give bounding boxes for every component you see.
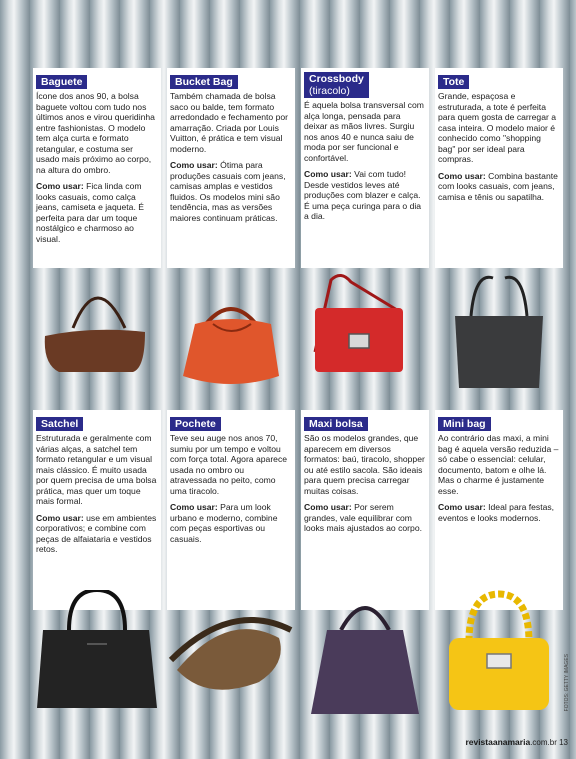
card-label-text: Crossbody (309, 73, 364, 85)
footer-domain: .com.br (530, 738, 557, 747)
card-crossbody (301, 68, 429, 268)
card-maxi-bolsa (301, 410, 429, 610)
bag-body (311, 630, 419, 714)
maxi-bag-icon (301, 590, 429, 718)
baguette-bag-icon (33, 268, 161, 396)
card-label: Tote (438, 75, 469, 89)
card-how-to-use (36, 181, 158, 244)
how-to-use-title: Como usar: (304, 502, 352, 512)
card-label: Baguete (36, 75, 87, 89)
card-label: Maxi bolsa (304, 417, 368, 431)
clasp (349, 334, 369, 348)
how-to-use-title: Como usar: (36, 181, 84, 191)
card-mini-bag (435, 410, 563, 610)
card-satchel (33, 410, 161, 610)
bag-body (45, 330, 145, 372)
how-to-use-text: Para um look urbano e moderno, combine com peças esportivas ou casuais. (170, 502, 278, 544)
how-to-use-title: Como usar: (36, 512, 84, 523)
how-to-use-title: Como usar: (304, 169, 352, 179)
card-label: Mini bag (438, 417, 491, 431)
page-footer (465, 737, 568, 747)
bucket-bag-icon (167, 268, 295, 396)
card-how-to-use (438, 502, 560, 523)
card-description: É aquela bolsa transversal com alça longa, pensada para deixar as mãos livres. Surgiu nos anos 40 e nunca saiu de moda por ser funcional e confortável. (304, 100, 424, 163)
card-label: Satchel (36, 417, 83, 431)
photo-credit: FOTOS: GETTY IMAGES (564, 654, 570, 712)
card-how-to-use (438, 171, 560, 203)
card-pochete (167, 410, 295, 610)
card-description: Estruturada e geralmente com várias alças, a satchel tem formato retangular e um visual mais clássico. É muito usada por quem precisa de uma bolsa prática, mas quer um toque mais formal. (36, 433, 157, 506)
card-description: Também chamada de bolsa saco ou balde, tem formato arredondado e fechamento por amarração. Criada por Louis Vuitton, é prática e tem visual moderno. (170, 91, 289, 154)
belt-bag-icon (167, 590, 295, 718)
card-how-to-use (36, 513, 158, 555)
card-how-to-use (304, 502, 426, 534)
card-label (304, 72, 369, 98)
card-how-to-use (304, 169, 426, 222)
how-to-use-text: use em ambientes corporativos; e combine com peças de alfaiataria e vestidos retos. (36, 512, 157, 554)
how-to-use-text: Combina bastante com looks casuais, com jeans, camisa e tênis ou sapatilha. (438, 170, 558, 202)
card-description: Grande, espaçosa e estruturada, a tote é perfeita para quem gosta de carregar a casa inteira. O modelo maior é conhecido como "shopping bag" por ser ideal para compras. (438, 91, 556, 164)
crossbody-bag-icon (301, 268, 429, 396)
card-baguete (33, 68, 161, 268)
how-to-use-title: Como usar: (170, 160, 218, 170)
mini-bag-icon (435, 590, 563, 718)
card-label-sub: (tiracolo) (309, 85, 350, 97)
footer-brand: revistaanamaria (465, 737, 531, 747)
clasp (487, 654, 511, 668)
bag-body (183, 319, 279, 384)
tote-bag-icon (435, 268, 563, 396)
card-description: Ícone dos anos 90, a bolsa baguete voltou com tudo nos últimos anos e virou queridinha entre fashionistas. O modelo tem alça curta e formato retangular, e costuma ser usado mais próximo ao corpo, na altura do ombro. (36, 91, 155, 175)
card-bucket-bag (167, 68, 295, 268)
how-to-use-text: Vai com tudo! Desde vestidos leves até produções com blazer e calça. É uma peça curinga para o dia a dia. (304, 169, 422, 221)
how-to-use-text: Ótima para produções casuais com jeans, camisas amplas e vestidos fluidos. Os modelos mini são tendência, mas as versões maiores continuam práticas. (170, 160, 286, 223)
card-tote (435, 68, 563, 268)
page-number: 13 (559, 738, 568, 747)
bag-body (37, 630, 157, 708)
how-to-use-text: Fica linda com looks casuais, como calça jeans, camiseta e jaqueta. É perfeita para dar um toque nostálgico e charmoso ao visual. (36, 181, 144, 244)
satchel-bag-icon (33, 590, 161, 718)
card-description: São os modelos grandes, que aparecem em diversos formatos: baú, tiracolo, shopper ou até estilo sacola. São ideais para quem precisa carregar muitas coisas. (304, 433, 425, 496)
card-label: Pochete (170, 417, 221, 431)
how-to-use-title: Como usar: (170, 502, 218, 512)
how-to-use-text: Ideal para festas, eventos e looks modernos. (438, 502, 555, 523)
card-description: Teve seu auge nos anos 70, sumiu por um tempo e voltou com força total. Agora aparece usada no ombro ou atravessada no peito, como uma tiracolo. (170, 433, 288, 496)
how-to-use-title: Como usar: (438, 170, 486, 181)
how-to-use-title: Como usar: (438, 502, 486, 512)
card-description: Ao contrário das maxi, a mini bag é aquela versão reduzida – só cabe o essencial: celular, documento, batom e olhe lá. Mas o charme é justamente esse. (438, 433, 559, 496)
card-how-to-use (170, 502, 292, 544)
how-to-use-text: Por serem grandes, vale equilibrar com looks mais ajustados ao corpo. (304, 502, 422, 533)
card-label: Bucket Bag (170, 75, 238, 89)
bag-body (449, 638, 549, 710)
bag-body (455, 316, 543, 388)
card-how-to-use (170, 160, 292, 223)
